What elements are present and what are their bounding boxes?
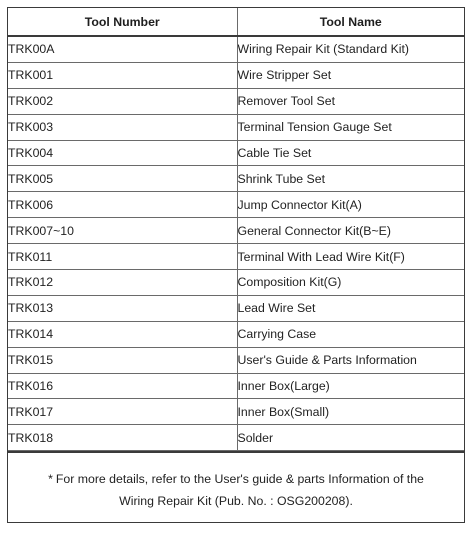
footnote-marker: * xyxy=(48,472,53,486)
tool-name-cell: Solder xyxy=(237,425,464,451)
tool-name-cell: Lead Wire Set xyxy=(237,295,464,321)
tool-name-cell: Cable Tie Set xyxy=(237,140,464,166)
table-row xyxy=(8,36,464,62)
table-row xyxy=(8,321,464,347)
table-row xyxy=(8,244,464,270)
tool-number-cell: TRK013 xyxy=(8,295,237,321)
tool-name-cell: Terminal Tension Gauge Set xyxy=(237,114,464,140)
tool-table xyxy=(8,8,464,451)
tool-name-cell: User's Guide & Parts Information xyxy=(237,347,464,373)
tool-name-cell: Composition Kit(G) xyxy=(237,270,464,296)
table-row xyxy=(8,218,464,244)
table-row xyxy=(8,425,464,451)
tool-number-header: Tool Number xyxy=(8,8,237,36)
table-row xyxy=(8,62,464,88)
tool-name-cell: Inner Box(Small) xyxy=(237,399,464,425)
table-row xyxy=(8,166,464,192)
table-header-row xyxy=(8,8,464,36)
footnote-line-1 xyxy=(8,468,464,490)
tool-name-cell: Remover Tool Set xyxy=(237,88,464,114)
tool-number-cell: TRK004 xyxy=(8,140,237,166)
table-row xyxy=(8,295,464,321)
table-row xyxy=(8,88,464,114)
table-row xyxy=(8,399,464,425)
table-row xyxy=(8,270,464,296)
tool-number-cell: TRK016 xyxy=(8,373,237,399)
tool-name-cell: Jump Connector Kit(A) xyxy=(237,192,464,218)
footnote-text-1: For more details, refer to the User's guide & parts Information of the xyxy=(55,472,424,486)
tool-name-cell: Carrying Case xyxy=(237,321,464,347)
tool-list-frame xyxy=(7,7,465,523)
footnote-line-2: Wiring Repair Kit (Pub. No. : OSG200208). xyxy=(119,494,353,508)
tool-number-cell: TRK00A xyxy=(8,36,237,62)
tool-number-cell: TRK002 xyxy=(8,88,237,114)
tool-number-cell: TRK011 xyxy=(8,244,237,270)
table-row xyxy=(8,114,464,140)
tool-number-cell: TRK012 xyxy=(8,270,237,296)
tool-name-cell: Wiring Repair Kit (Standard Kit) xyxy=(237,36,464,62)
tool-number-cell: TRK014 xyxy=(8,321,237,347)
footnote xyxy=(8,451,464,522)
tool-number-cell: TRK005 xyxy=(8,166,237,192)
tool-name-cell: Wire Stripper Set xyxy=(237,62,464,88)
tool-name-header: Tool Name xyxy=(237,8,464,36)
table-row xyxy=(8,373,464,399)
tool-name-cell: Inner Box(Large) xyxy=(237,373,464,399)
tool-name-cell: Terminal With Lead Wire Kit(F) xyxy=(237,244,464,270)
tool-number-cell: TRK017 xyxy=(8,399,237,425)
tool-number-cell: TRK003 xyxy=(8,114,237,140)
table-row xyxy=(8,140,464,166)
tool-number-cell: TRK001 xyxy=(8,62,237,88)
tool-name-cell: General Connector Kit(B~E) xyxy=(237,218,464,244)
tool-number-cell: TRK006 xyxy=(8,192,237,218)
table-row xyxy=(8,192,464,218)
tool-number-cell: TRK015 xyxy=(8,347,237,373)
table-row xyxy=(8,347,464,373)
tool-number-cell: TRK007~10 xyxy=(8,218,237,244)
tool-number-cell: TRK018 xyxy=(8,425,237,451)
tool-name-cell: Shrink Tube Set xyxy=(237,166,464,192)
